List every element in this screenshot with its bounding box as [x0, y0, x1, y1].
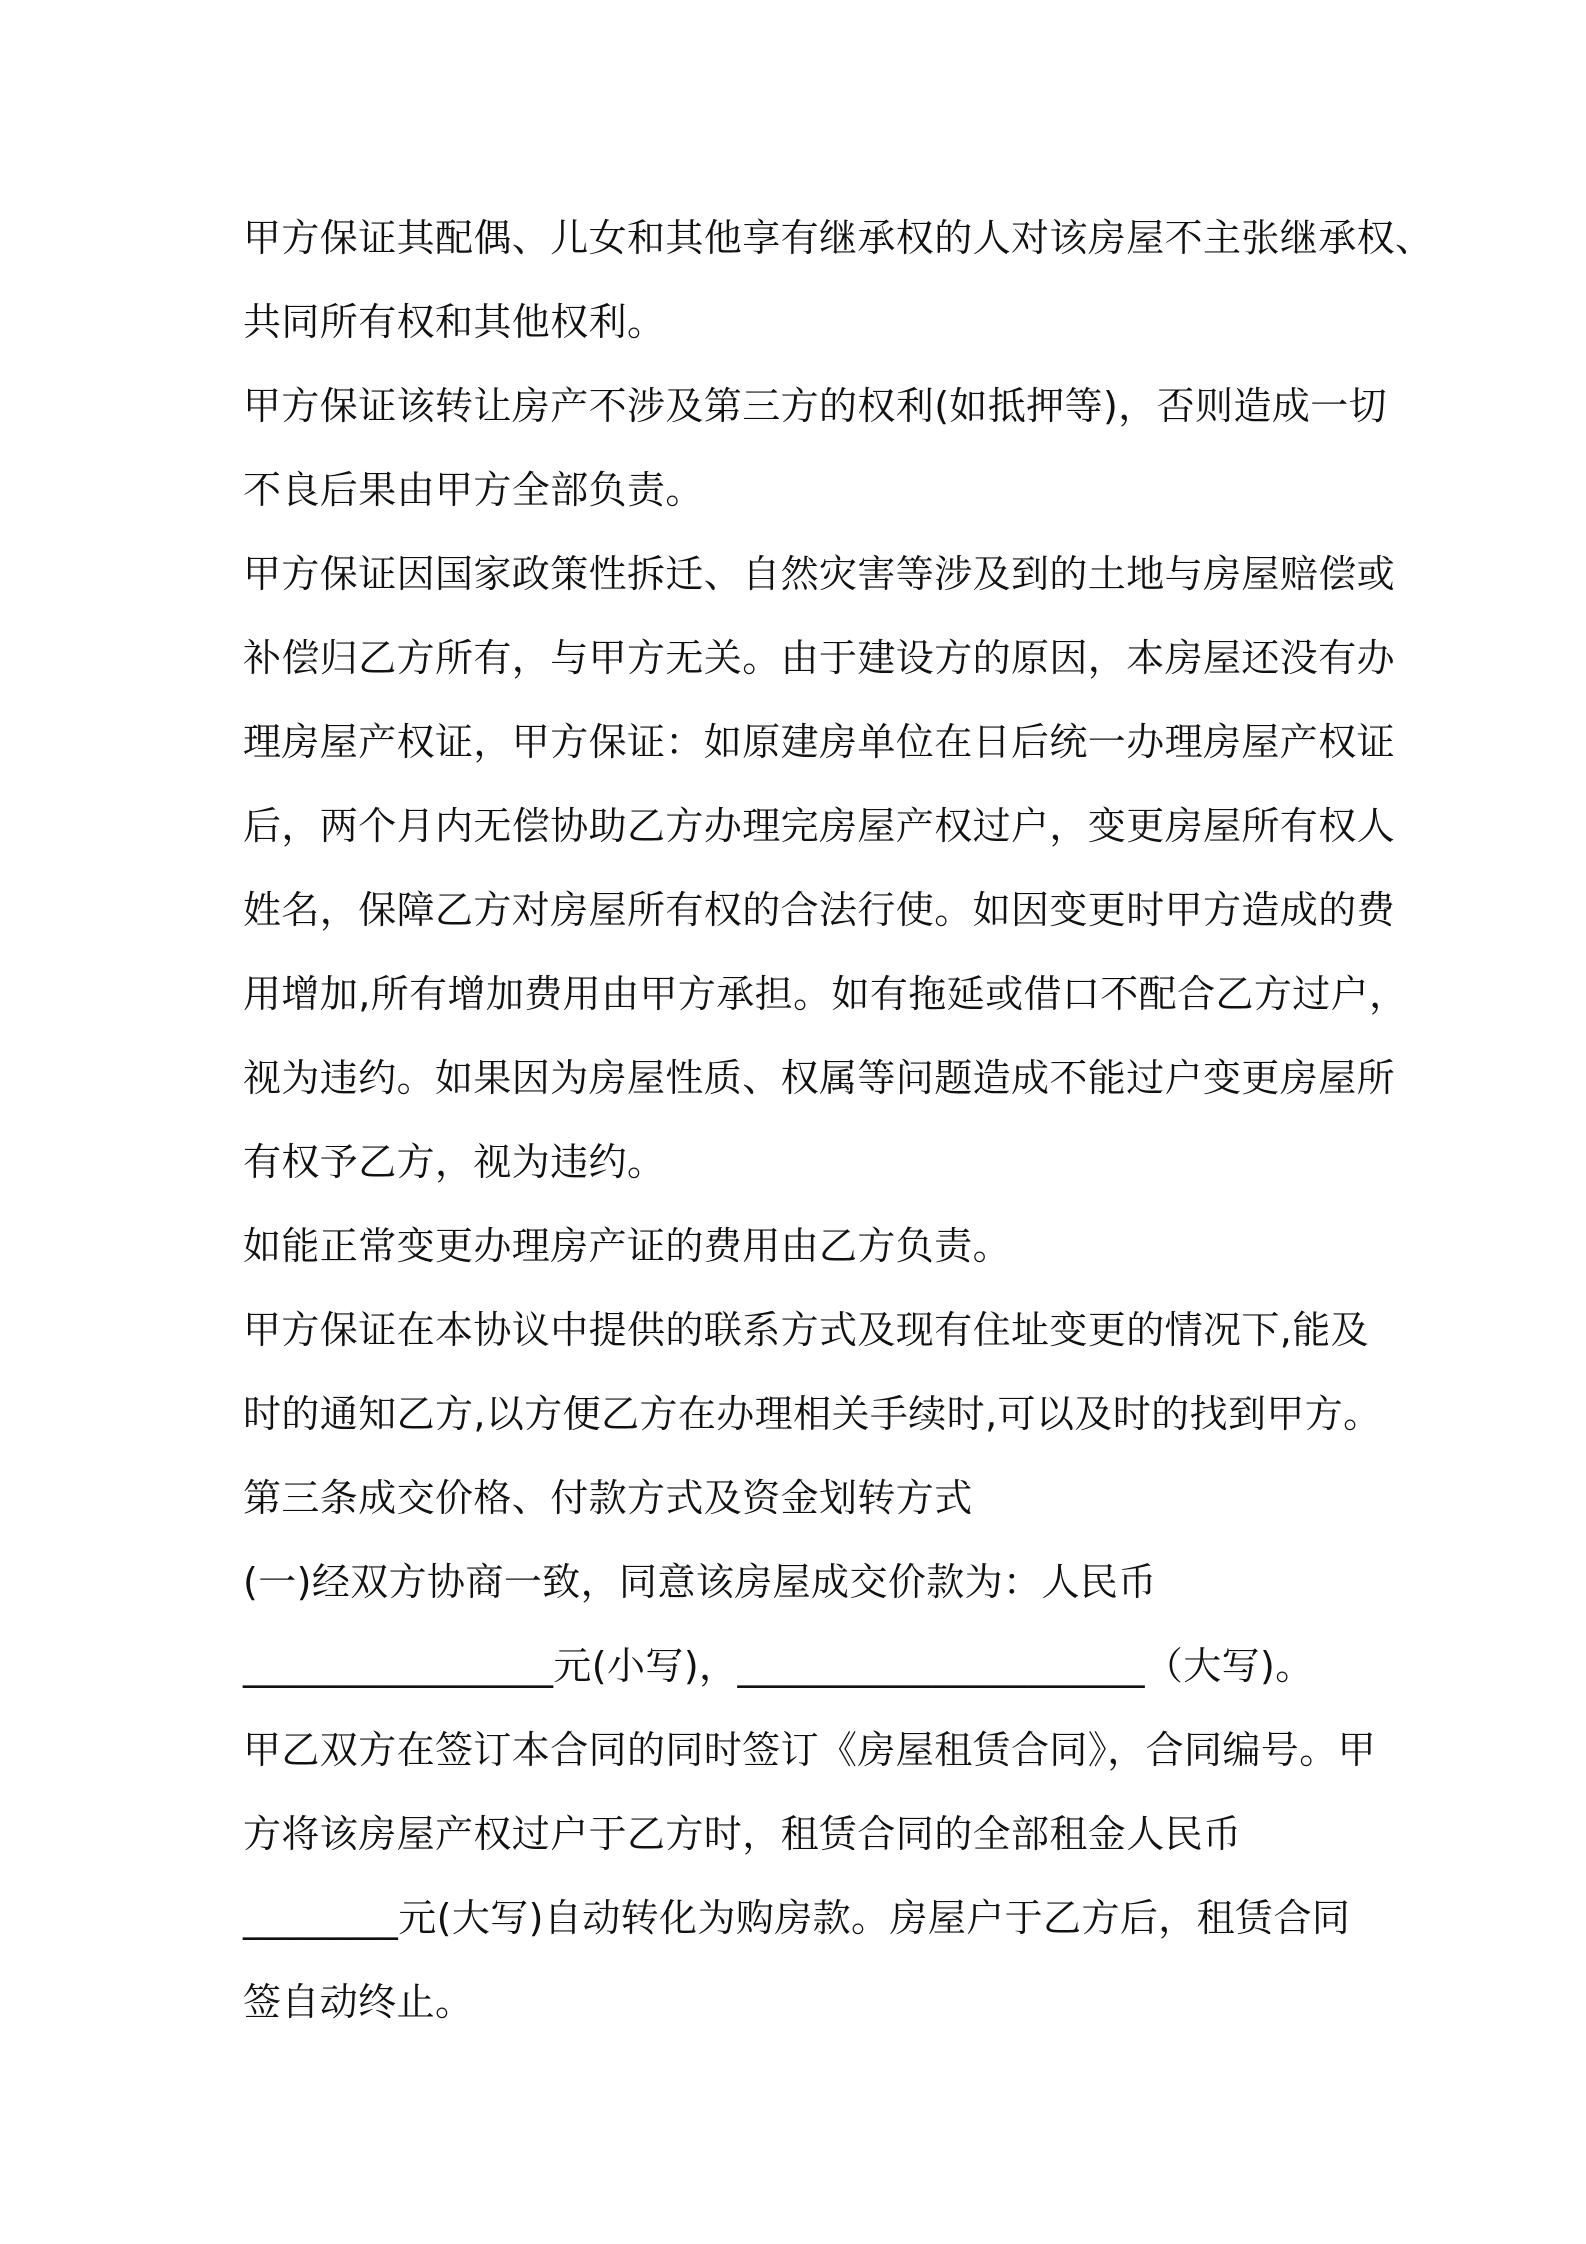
text-line: 签自动终止。 — [243, 1980, 474, 2024]
document-body — [243, 196, 1434, 2044]
text-line: 有权予乙方，视为违约。 — [243, 1140, 666, 1184]
text-line: 姓名，保障乙方对房屋所有权的合法行使。如因变更时甲方造成的费 — [243, 888, 1396, 932]
text-line: 方将该房屋产权过户于乙方时，租赁合同的全部租金人民币 — [243, 1812, 1242, 1856]
text-line: 用增加,所有增加费用由甲方承担。如有拖延或借口不配合乙方过户， — [243, 972, 1408, 1016]
section-heading: 第三条成交价格、付款方式及资金划转方式 — [243, 1476, 973, 1520]
text-line: 甲方保证因国家政策性拆迁、自然灾害等涉及到的土地与房屋赔偿或 — [243, 552, 1396, 596]
text-line: 后，两个月内无偿协助乙方办理完房屋产权过户，变更房屋所有权人 — [243, 804, 1396, 848]
text-line: 视为违约。如果因为房屋性质、权属等问题造成不能过户变更房屋所 — [243, 1056, 1396, 1100]
text-line: 甲方保证在本协议中提供的联系方式及现有住址变更的情况下,能及 — [243, 1308, 1370, 1352]
text-line: 甲方保证该转让房产不涉及第三方的权利(如抵押等)，否则造成一切 — [243, 384, 1388, 428]
text-line: 甲乙双方在签订本合同的同时签订《房屋租赁合同》，合同编号。甲 — [243, 1728, 1377, 1772]
rent-blank-line: ________元(大写)自动转化为购房款。房屋户于乙方后，租赁合同 — [243, 1896, 1351, 1940]
text-line: 补偿归乙方所有，与甲方无关。由于建设方的原因，本房屋还没有办 — [243, 636, 1396, 680]
text-line: 不良后果由甲方全部负责。 — [243, 468, 704, 512]
text-line: 如能正常变更办理房产证的费用由乙方负责。 — [243, 1224, 1012, 1268]
price-blank-line: ________________元(小写)，_____________________（大写)。 — [243, 1644, 1314, 1688]
text-line: 共同所有权和其他权利。 — [243, 300, 666, 344]
text-line: 时的通知乙方,以方便乙方在办理相关手续时,可以及时的找到甲方。 — [243, 1392, 1382, 1436]
text-line: (一)经双方协商一致，同意该房屋成交价款为：人民币 — [243, 1560, 1157, 1604]
text-line: 甲方保证其配偶、儿女和其他享有继承权的人对该房屋不主张继承权、 — [243, 216, 1434, 260]
text-line: 理房屋产权证，甲方保证：如原建房单位在日后统一办理房屋产权证 — [243, 720, 1396, 764]
